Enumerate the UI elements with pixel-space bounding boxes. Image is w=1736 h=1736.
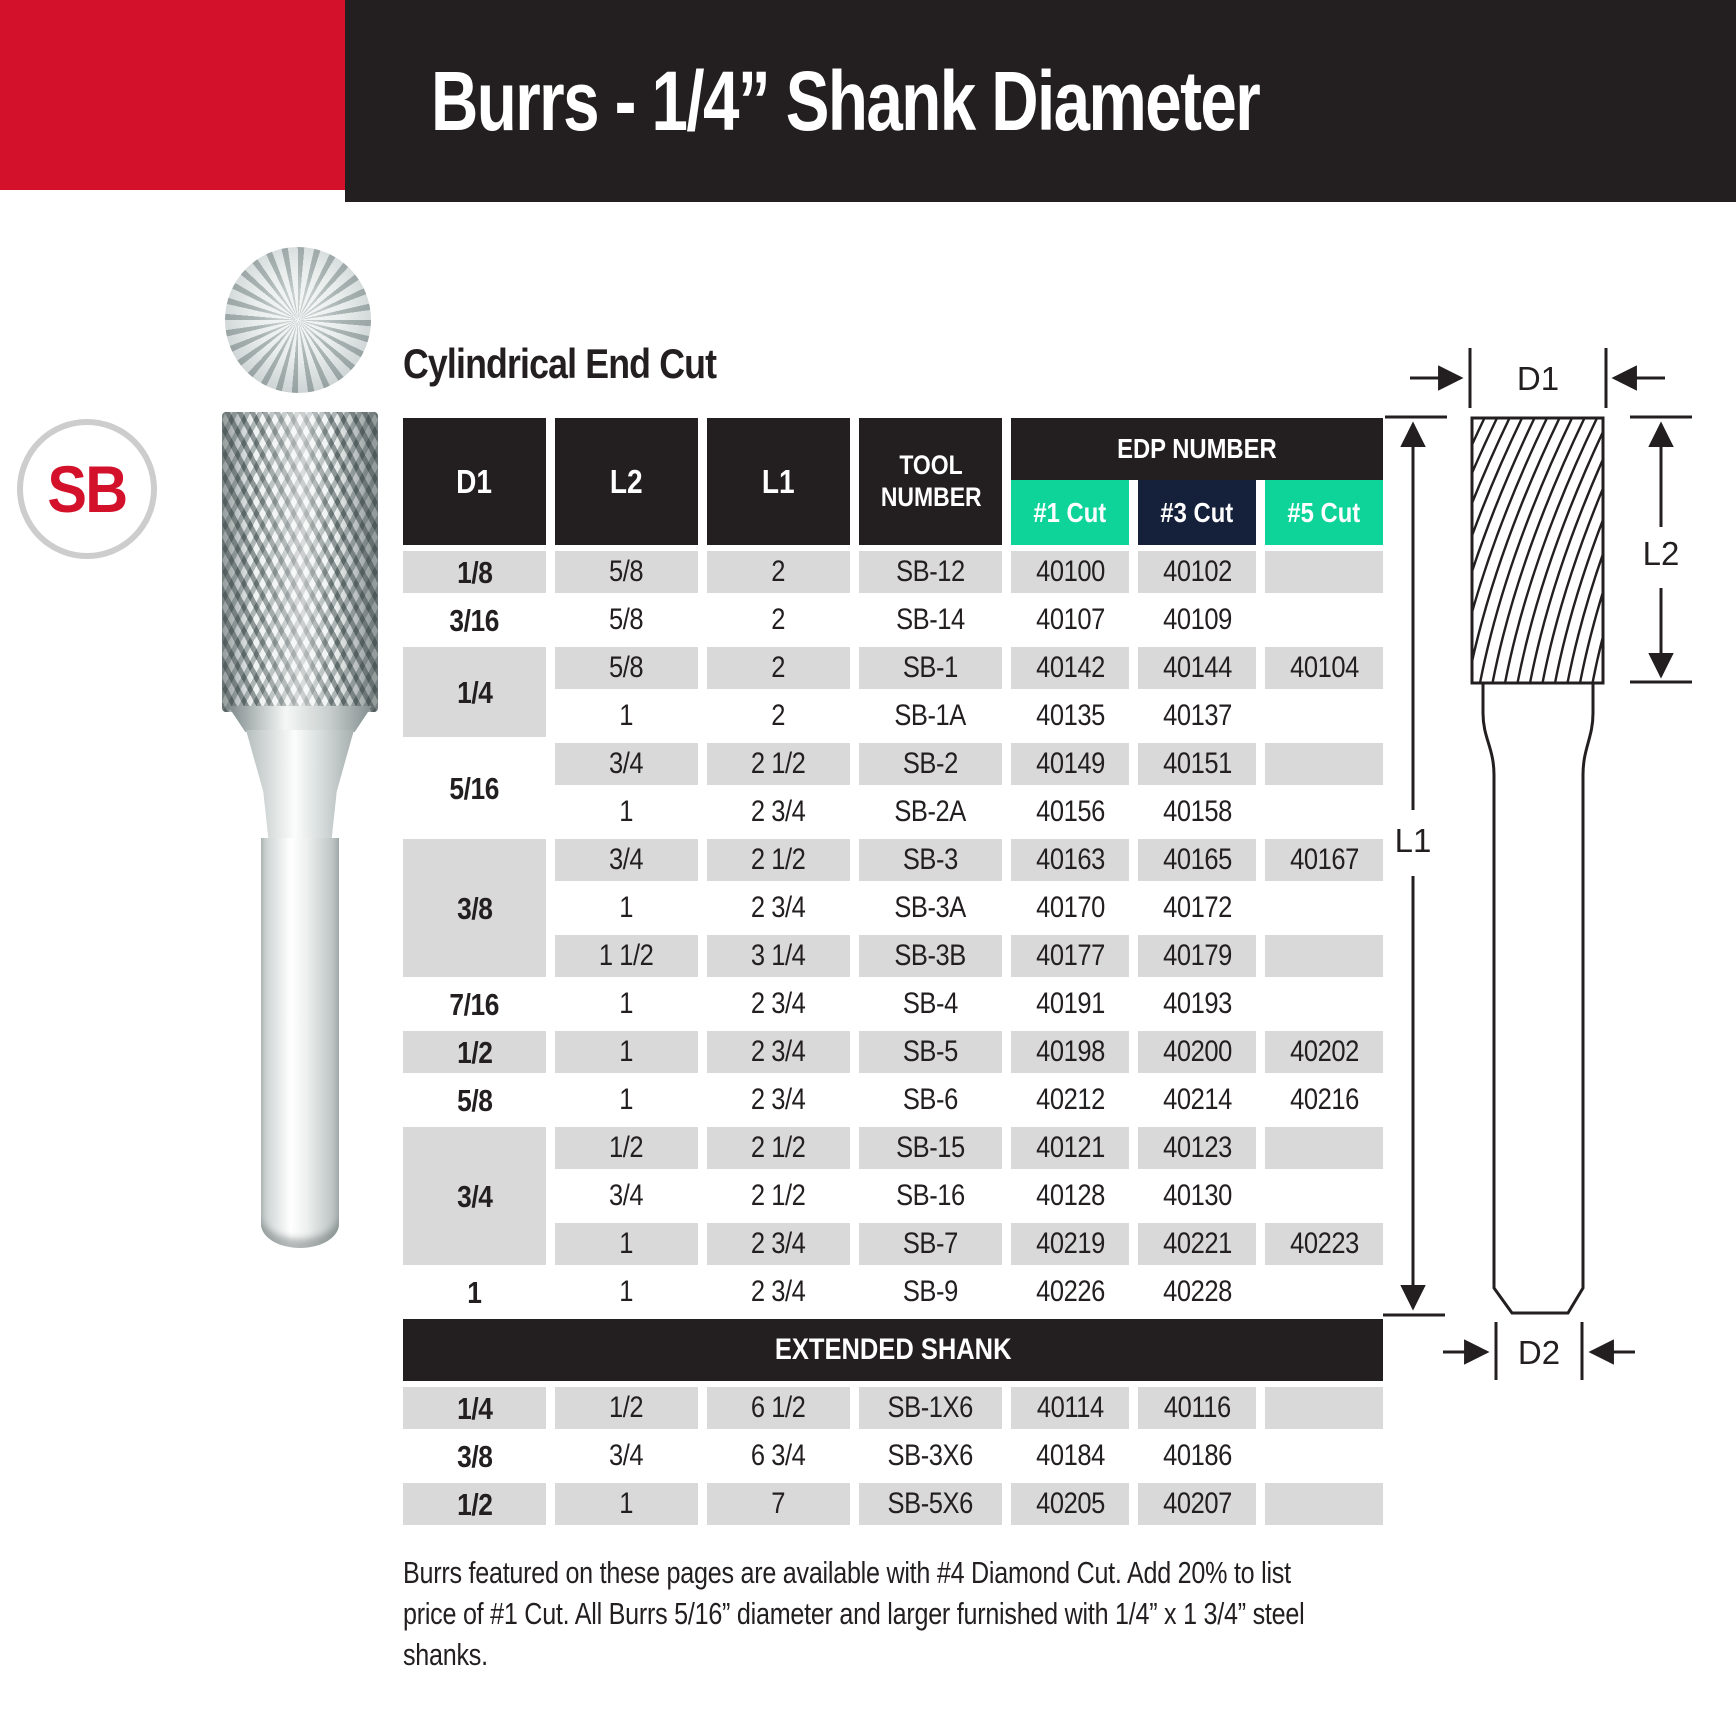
tool-value: SB-1X6 bbox=[887, 1391, 974, 1424]
l2-value: 1 bbox=[619, 1275, 634, 1308]
l1-cell bbox=[707, 791, 850, 833]
l1-cell bbox=[707, 1271, 850, 1313]
col-header-tool-label: TOOL NUMBER bbox=[880, 450, 982, 512]
cut1-value: 40100 bbox=[1035, 555, 1105, 588]
d1-group-cell bbox=[403, 1483, 546, 1525]
series-badge-label: SB bbox=[47, 452, 127, 526]
tool-cell bbox=[859, 599, 1002, 641]
cut1-value: 40156 bbox=[1035, 795, 1105, 828]
col-header-l1 bbox=[707, 418, 850, 545]
tool-cell bbox=[859, 1483, 1002, 1525]
l2-cell bbox=[555, 1031, 698, 1073]
l2-value: 3/4 bbox=[609, 747, 644, 780]
d1-value: 3/8 bbox=[456, 890, 493, 926]
cut3-cell bbox=[1138, 1223, 1256, 1265]
l1-value: 7 bbox=[771, 1487, 786, 1520]
dimension-diagram bbox=[1376, 320, 1736, 1420]
series-badge bbox=[17, 419, 157, 559]
cut1-value: 40170 bbox=[1035, 891, 1105, 924]
cut5-cell bbox=[1265, 1435, 1383, 1477]
cut5-value: 40216 bbox=[1289, 1083, 1359, 1116]
cut5-cell bbox=[1265, 599, 1383, 641]
l1-value: 2 1/2 bbox=[751, 1179, 806, 1212]
l1-value: 2 1/2 bbox=[751, 747, 806, 780]
tool-cell bbox=[859, 1223, 1002, 1265]
cut1-cell bbox=[1011, 839, 1129, 881]
l2-value: 1 bbox=[619, 1035, 634, 1068]
cut5-cell bbox=[1265, 1483, 1383, 1525]
l2-value: 5/8 bbox=[609, 651, 644, 684]
cut3-cell bbox=[1138, 935, 1256, 977]
cut3-value: 40102 bbox=[1162, 555, 1232, 588]
burr-neck-photo bbox=[246, 730, 354, 842]
l1-cell bbox=[707, 743, 850, 785]
d1-group-cell bbox=[403, 839, 546, 977]
l2-cell bbox=[555, 1223, 698, 1265]
cut3-value: 40200 bbox=[1162, 1035, 1232, 1068]
tool-cell bbox=[859, 1127, 1002, 1169]
l1-value: 2 3/4 bbox=[751, 795, 806, 828]
tool-value: SB-9 bbox=[902, 1275, 958, 1308]
cut1-cell bbox=[1011, 1387, 1129, 1429]
footnote: Burrs featured on these pages are available with #4 Diamond Cut. Add 20% to list price of #1 Cut. All Burrs 5/16” diameter and larger furnished with 1/4” x 1 3/4” steel shanks. bbox=[403, 1555, 1305, 1672]
col-header-l2 bbox=[555, 418, 698, 545]
burr-head-photo bbox=[222, 412, 378, 712]
cut1-value: 40121 bbox=[1035, 1131, 1105, 1164]
tool-value: SB-3B bbox=[894, 939, 967, 972]
tool-cell bbox=[859, 647, 1002, 689]
col-header-cut1-label: #1 Cut bbox=[1033, 496, 1107, 528]
l1-cell bbox=[707, 1223, 850, 1265]
l1-value: 3 1/4 bbox=[751, 939, 806, 972]
tool-cell bbox=[859, 983, 1002, 1025]
cut1-cell bbox=[1011, 695, 1129, 737]
l1-value: 2 bbox=[771, 603, 786, 636]
cut5-cell bbox=[1265, 887, 1383, 929]
l2-value: 3/4 bbox=[609, 1439, 644, 1472]
tool-value: SB-5 bbox=[902, 1035, 958, 1068]
tool-cell bbox=[859, 935, 1002, 977]
l1-cell bbox=[707, 1483, 850, 1525]
tool-value: SB-14 bbox=[896, 603, 965, 636]
cut5-cell bbox=[1265, 1079, 1383, 1121]
page-title: Burrs - 1/4” Shank Diameter bbox=[431, 53, 1260, 148]
l1-cell bbox=[707, 647, 850, 689]
tool-value: SB-3A bbox=[894, 891, 967, 924]
l1-value: 2 3/4 bbox=[751, 1083, 806, 1116]
tool-value: SB-6 bbox=[902, 1083, 958, 1116]
burr-shank-photo bbox=[261, 838, 339, 1248]
brand-red-block bbox=[0, 0, 345, 190]
spec-table-body bbox=[403, 551, 1383, 1525]
l2-value: 1 bbox=[619, 1227, 634, 1260]
d1-group-cell bbox=[403, 743, 546, 833]
cut3-value: 40130 bbox=[1162, 1179, 1232, 1212]
cut1-value: 40114 bbox=[1036, 1391, 1104, 1424]
cut1-value: 40226 bbox=[1035, 1275, 1105, 1308]
cut3-value: 40116 bbox=[1163, 1391, 1231, 1424]
cut3-value: 40137 bbox=[1162, 699, 1232, 732]
l1-cell bbox=[707, 695, 850, 737]
cut5-value: 40223 bbox=[1289, 1227, 1359, 1260]
cut5-cell bbox=[1265, 551, 1383, 593]
d1-group-cell bbox=[403, 1435, 546, 1477]
tool-value: SB-2 bbox=[902, 747, 958, 780]
cut1-value: 40142 bbox=[1035, 651, 1105, 684]
l2-cell bbox=[555, 1079, 698, 1121]
tool-value: SB-5X6 bbox=[887, 1487, 974, 1520]
l2-cell bbox=[555, 1271, 698, 1313]
d1-group-cell bbox=[403, 1387, 546, 1429]
tool-cell bbox=[859, 695, 1002, 737]
l1-cell bbox=[707, 839, 850, 881]
d1-value: 3/4 bbox=[456, 1178, 493, 1214]
col-header-edp-label: EDP NUMBER bbox=[1117, 433, 1277, 464]
cut5-cell bbox=[1265, 1175, 1383, 1217]
cut1-cell bbox=[1011, 1223, 1129, 1265]
l1-cell bbox=[707, 599, 850, 641]
cut3-cell bbox=[1138, 695, 1256, 737]
cut5-value: 40202 bbox=[1289, 1035, 1359, 1068]
cut3-cell bbox=[1138, 983, 1256, 1025]
cut1-cell bbox=[1011, 1031, 1129, 1073]
d1-value: 5/16 bbox=[449, 770, 500, 806]
l2-value: 1/2 bbox=[609, 1391, 644, 1424]
col-header-d1 bbox=[403, 418, 546, 545]
cut3-value: 40214 bbox=[1162, 1083, 1232, 1116]
cut1-value: 40205 bbox=[1035, 1487, 1105, 1520]
cut3-cell bbox=[1138, 1031, 1256, 1073]
l2-value: 3/4 bbox=[609, 1179, 644, 1212]
d1-group-cell bbox=[403, 1079, 546, 1121]
l1-cell bbox=[707, 1127, 850, 1169]
d1-value: 5/8 bbox=[456, 1082, 493, 1118]
col-header-cut3 bbox=[1138, 480, 1256, 545]
cut5-cell bbox=[1265, 743, 1383, 785]
tool-value: SB-12 bbox=[896, 555, 965, 588]
l1-value: 2 3/4 bbox=[751, 987, 806, 1020]
cut3-cell bbox=[1138, 1483, 1256, 1525]
cut5-cell bbox=[1265, 839, 1383, 881]
l2-cell bbox=[555, 1387, 698, 1429]
burr-collar-photo bbox=[228, 706, 372, 732]
cut5-value: 40167 bbox=[1289, 843, 1359, 876]
d1-group-cell bbox=[403, 551, 546, 593]
l1-value: 2 3/4 bbox=[751, 1227, 806, 1260]
l1-cell bbox=[707, 1079, 850, 1121]
l1-cell bbox=[707, 1175, 850, 1217]
l2-cell bbox=[555, 599, 698, 641]
cut3-value: 40165 bbox=[1162, 843, 1232, 876]
l2-value: 1 bbox=[619, 1487, 634, 1520]
l2-value: 1 bbox=[619, 1083, 634, 1116]
d1-dimension-label: D1 bbox=[1516, 360, 1560, 397]
cut3-value: 40193 bbox=[1162, 987, 1232, 1020]
cut3-cell bbox=[1138, 599, 1256, 641]
col-header-edp-number bbox=[1011, 418, 1383, 480]
l2-cell bbox=[555, 647, 698, 689]
cut1-value: 40163 bbox=[1035, 843, 1105, 876]
l1-dimension bbox=[1383, 417, 1447, 1315]
tool-cell bbox=[859, 791, 1002, 833]
cut3-cell bbox=[1138, 1435, 1256, 1477]
cut3-value: 40151 bbox=[1162, 747, 1232, 780]
cut5-cell bbox=[1265, 1223, 1383, 1265]
l2-cell bbox=[555, 1175, 698, 1217]
l2-cell bbox=[555, 551, 698, 593]
d1-group-cell bbox=[403, 1031, 546, 1073]
cut3-cell bbox=[1138, 1387, 1256, 1429]
l1-cell bbox=[707, 935, 850, 977]
l1-cell bbox=[707, 1435, 850, 1477]
l1-cell bbox=[707, 551, 850, 593]
l2-cell bbox=[555, 935, 698, 977]
d1-value: 1 bbox=[467, 1274, 482, 1310]
tool-value: SB-3 bbox=[902, 843, 958, 876]
tool-cell bbox=[859, 1175, 1002, 1217]
tool-value: SB-2A bbox=[894, 795, 967, 828]
l1-cell bbox=[707, 1387, 850, 1429]
tool-cell bbox=[859, 1079, 1002, 1121]
extended-shank-bar bbox=[403, 1319, 1383, 1381]
d1-value: 3/16 bbox=[449, 602, 500, 638]
cut5-cell bbox=[1265, 791, 1383, 833]
l2-cell bbox=[555, 1483, 698, 1525]
cut1-cell bbox=[1011, 1483, 1129, 1525]
d1-value: 7/16 bbox=[449, 986, 500, 1022]
cut3-cell bbox=[1138, 1079, 1256, 1121]
tool-value: SB-4 bbox=[902, 987, 958, 1020]
cut3-cell bbox=[1138, 647, 1256, 689]
d1-value: 1/4 bbox=[456, 1390, 493, 1426]
cut3-cell bbox=[1138, 887, 1256, 929]
cut3-value: 40228 bbox=[1162, 1275, 1232, 1308]
l1-dimension-label: L1 bbox=[1394, 822, 1432, 859]
d1-value: 1/4 bbox=[456, 674, 493, 710]
col-header-tool-number bbox=[859, 418, 1002, 545]
cut5-cell bbox=[1265, 1271, 1383, 1313]
d1-group-cell bbox=[403, 647, 546, 737]
section-heading: Cylindrical End Cut bbox=[403, 340, 717, 387]
l1-cell bbox=[707, 887, 850, 929]
d1-value: 1/2 bbox=[456, 1486, 493, 1522]
cut1-value: 40212 bbox=[1035, 1083, 1105, 1116]
title-banner bbox=[345, 0, 1736, 202]
tool-value: SB-15 bbox=[896, 1131, 965, 1164]
d1-value: 1/2 bbox=[456, 1034, 493, 1070]
cut3-value: 40179 bbox=[1162, 939, 1232, 972]
col-header-cut3-label: #3 Cut bbox=[1160, 496, 1234, 528]
cut1-value: 40184 bbox=[1035, 1439, 1105, 1472]
cut1-cell bbox=[1011, 1127, 1129, 1169]
cut1-value: 40191 bbox=[1035, 987, 1105, 1020]
tool-cell bbox=[859, 1271, 1002, 1313]
cut3-cell bbox=[1138, 839, 1256, 881]
cut1-value: 40135 bbox=[1035, 699, 1105, 732]
cut3-value: 40172 bbox=[1162, 891, 1232, 924]
cut1-cell bbox=[1011, 935, 1129, 977]
d1-group-cell bbox=[403, 599, 546, 641]
cut3-value: 40186 bbox=[1162, 1439, 1232, 1472]
l1-value: 6 1/2 bbox=[751, 1391, 806, 1424]
l2-value: 1 bbox=[619, 891, 634, 924]
cut5-cell bbox=[1265, 695, 1383, 737]
l1-value: 2 3/4 bbox=[751, 891, 806, 924]
col-header-cut5-label: #5 Cut bbox=[1287, 496, 1361, 528]
l2-cell bbox=[555, 695, 698, 737]
cut1-cell bbox=[1011, 1271, 1129, 1313]
l2-cell bbox=[555, 887, 698, 929]
l2-dimension-label: L2 bbox=[1642, 535, 1680, 572]
tool-cell bbox=[859, 551, 1002, 593]
d1-value: 1/8 bbox=[456, 554, 493, 590]
l2-value: 1 bbox=[619, 795, 634, 828]
cut3-cell bbox=[1138, 551, 1256, 593]
cut1-value: 40128 bbox=[1035, 1179, 1105, 1212]
cut5-cell bbox=[1265, 983, 1383, 1025]
l2-cell bbox=[555, 1435, 698, 1477]
cut1-value: 40149 bbox=[1035, 747, 1105, 780]
l2-value: 3/4 bbox=[609, 843, 644, 876]
l2-value: 1 1/2 bbox=[599, 939, 654, 972]
tool-cell bbox=[859, 1387, 1002, 1429]
cut1-value: 40177 bbox=[1035, 939, 1105, 972]
cut1-cell bbox=[1011, 1079, 1129, 1121]
cut1-cell bbox=[1011, 887, 1129, 929]
spec-table-header bbox=[403, 418, 1383, 545]
cut5-cell bbox=[1265, 935, 1383, 977]
col-header-d1-label: D1 bbox=[456, 462, 493, 500]
l1-value: 2 bbox=[771, 699, 786, 732]
cut5-cell bbox=[1265, 1127, 1383, 1169]
shank-outline bbox=[1483, 683, 1593, 1313]
l2-cell bbox=[555, 983, 698, 1025]
d1-group-cell bbox=[403, 983, 546, 1025]
tool-cell bbox=[859, 839, 1002, 881]
l2-value: 5/8 bbox=[609, 603, 644, 636]
cut1-value: 40219 bbox=[1035, 1227, 1105, 1260]
l1-cell bbox=[707, 1031, 850, 1073]
cut5-cell bbox=[1265, 1387, 1383, 1429]
l2-cell bbox=[555, 743, 698, 785]
tool-value: SB-16 bbox=[896, 1179, 965, 1212]
cut1-value: 40198 bbox=[1035, 1035, 1105, 1068]
cut1-cell bbox=[1011, 791, 1129, 833]
cut3-cell bbox=[1138, 743, 1256, 785]
l1-value: 2 bbox=[771, 651, 786, 684]
cut3-cell bbox=[1138, 1175, 1256, 1217]
cut1-cell bbox=[1011, 1435, 1129, 1477]
tool-cell bbox=[859, 1031, 1002, 1073]
col-header-cut5 bbox=[1265, 480, 1383, 545]
l1-value: 2 3/4 bbox=[751, 1275, 806, 1308]
l2-value: 1/2 bbox=[609, 1131, 644, 1164]
d1-group-cell bbox=[403, 1127, 546, 1265]
cut5-value: 40104 bbox=[1289, 651, 1359, 684]
l1-value: 2 3/4 bbox=[751, 1035, 806, 1068]
cut3-value: 40109 bbox=[1162, 603, 1232, 636]
tool-value: SB-7 bbox=[902, 1227, 958, 1260]
col-header-l2-label: L2 bbox=[610, 462, 643, 500]
d2-dimension bbox=[1443, 1322, 1635, 1380]
d1-group-cell bbox=[403, 1271, 546, 1313]
l1-value: 2 1/2 bbox=[751, 843, 806, 876]
cut1-cell bbox=[1011, 983, 1129, 1025]
l2-dimension bbox=[1630, 417, 1692, 682]
d2-dimension-label: D2 bbox=[1517, 1334, 1561, 1371]
extended-shank-label: EXTENDED SHANK bbox=[774, 1333, 1012, 1366]
cut5-cell bbox=[1265, 1031, 1383, 1073]
cut3-cell bbox=[1138, 1127, 1256, 1169]
cut1-cell bbox=[1011, 743, 1129, 785]
l1-value: 6 3/4 bbox=[751, 1439, 806, 1472]
cut1-cell bbox=[1011, 647, 1129, 689]
tool-value: SB-1 bbox=[902, 651, 958, 684]
col-header-l1-label: L1 bbox=[762, 462, 795, 500]
cut3-value: 40158 bbox=[1162, 795, 1232, 828]
tool-cell bbox=[859, 1435, 1002, 1477]
cut3-value: 40144 bbox=[1162, 651, 1232, 684]
burr-top-view-photo bbox=[225, 247, 371, 393]
cut3-cell bbox=[1138, 791, 1256, 833]
l2-cell bbox=[555, 1127, 698, 1169]
l2-cell bbox=[555, 791, 698, 833]
tool-cell bbox=[859, 743, 1002, 785]
d1-value: 3/8 bbox=[456, 1438, 493, 1474]
l1-value: 2 1/2 bbox=[751, 1131, 806, 1164]
l2-value: 1 bbox=[619, 987, 634, 1020]
cut1-cell bbox=[1011, 1175, 1129, 1217]
tool-cell bbox=[859, 887, 1002, 929]
cut3-value: 40207 bbox=[1162, 1487, 1232, 1520]
cut1-cell bbox=[1011, 551, 1129, 593]
l2-cell bbox=[555, 839, 698, 881]
l2-value: 5/8 bbox=[609, 555, 644, 588]
tool-value: SB-3X6 bbox=[887, 1439, 974, 1472]
cut3-cell bbox=[1138, 1271, 1256, 1313]
l1-value: 2 bbox=[771, 555, 786, 588]
d1-dimension bbox=[1410, 348, 1665, 408]
l1-cell bbox=[707, 983, 850, 1025]
cut5-cell bbox=[1265, 647, 1383, 689]
col-header-cut1 bbox=[1011, 480, 1129, 545]
tool-value: SB-1A bbox=[894, 699, 967, 732]
cut1-value: 40107 bbox=[1035, 603, 1105, 636]
l2-value: 1 bbox=[619, 699, 634, 732]
cut3-value: 40123 bbox=[1162, 1131, 1232, 1164]
cut3-value: 40221 bbox=[1162, 1227, 1232, 1260]
cut1-cell bbox=[1011, 599, 1129, 641]
